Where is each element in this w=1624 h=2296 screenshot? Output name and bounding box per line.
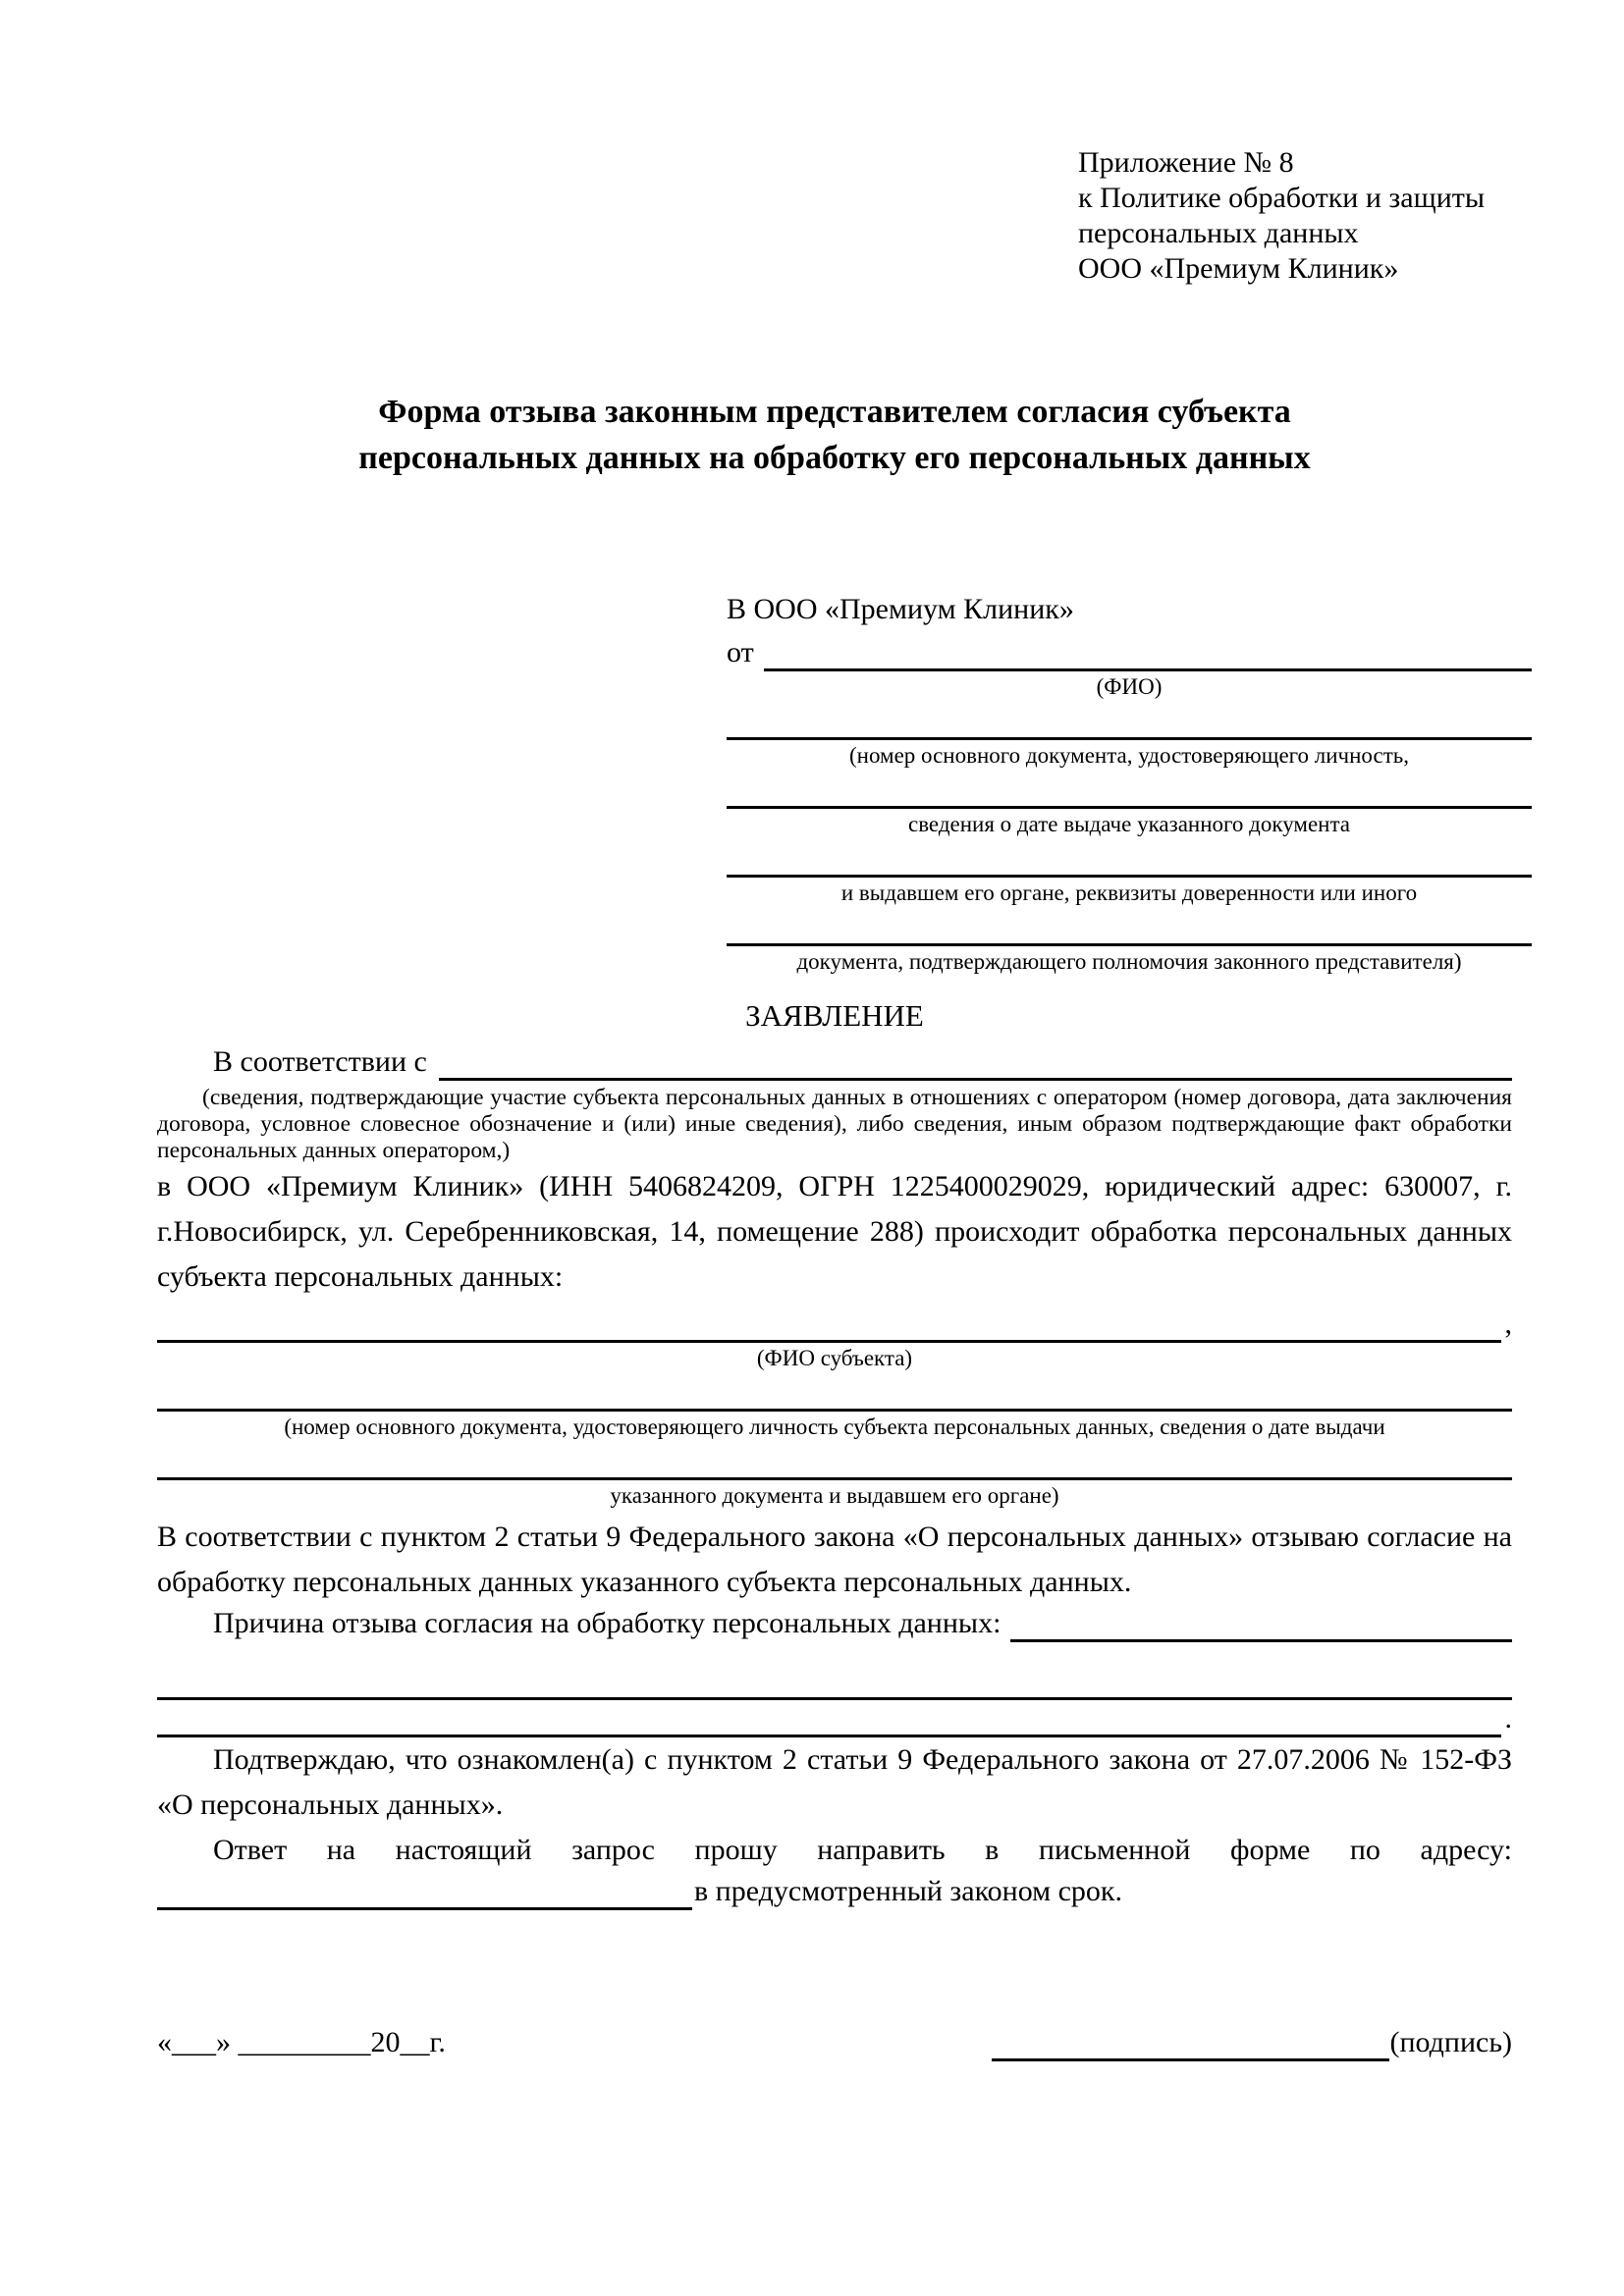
caption-doc-2: сведения о дате выдаче указанного документа bbox=[907, 812, 1351, 836]
appendix-header-line: к Политике обработки и защиты bbox=[1078, 182, 1486, 214]
caption-subject-doc-2: указанного документа и выдавшем его органе) bbox=[610, 1483, 1059, 1508]
subject-fio-row bbox=[157, 1306, 1512, 1343]
document-title-line: персональных данных на обработку его персональных данных bbox=[358, 440, 1311, 476]
subject-doc-field-line-1[interactable] bbox=[157, 1371, 1512, 1412]
representative-fio-field-line[interactable] bbox=[764, 635, 1532, 671]
appendix-header bbox=[1078, 145, 1512, 287]
document-title-line: Форма отзыва законным представителем согласия субъекта bbox=[378, 394, 1291, 430]
reason-label: Причина отзыва согласия на обработку персональных данных: bbox=[213, 1607, 1001, 1639]
signature-field-line[interactable] bbox=[992, 2025, 1389, 2061]
subject-fio-field-line[interactable] bbox=[157, 1307, 1501, 1343]
subject-fio-comma: , bbox=[1504, 1308, 1512, 1340]
date-blank[interactable]: «___» _________20__г. bbox=[157, 2026, 446, 2058]
appendix-header-line: Приложение № 8 bbox=[1078, 146, 1294, 179]
reason-line-3-row bbox=[157, 1700, 1512, 1737]
representative-doc-field-line-4[interactable] bbox=[727, 906, 1532, 946]
representative-doc-field-line-2[interactable] bbox=[727, 769, 1532, 809]
signature-row bbox=[157, 2024, 1512, 2061]
accordance-field-line[interactable] bbox=[439, 1044, 1512, 1081]
reason-field-line-2[interactable] bbox=[157, 1668, 1512, 1700]
signature-area bbox=[992, 2024, 1512, 2061]
caption-doc-1: (номер основного документа, удостоверяющего личность, bbox=[848, 743, 1409, 768]
appendix-header-line: ООО «Премиум Клиник» bbox=[1078, 252, 1399, 285]
document-title bbox=[157, 389, 1512, 481]
response-paragraph: Ответ на настоящий запрос прошу направить в письменной форме по адресу: bbox=[213, 1834, 1512, 1866]
accordance-caption: (сведения, подтверждающие участие субъекта персональных данных в отношениях с оператором (номер договора, дата заключения договора, условное словесное обозначение и (или) иные сведения), либо сведения, иным образом подтверждающие факт обработки персональных данных оператором,) bbox=[157, 1085, 1512, 1163]
reason-row bbox=[157, 1605, 1512, 1642]
signature-caption: (подпись) bbox=[1389, 2026, 1512, 2058]
addressee-block bbox=[727, 591, 1532, 975]
representative-doc-field-line-3[interactable] bbox=[727, 837, 1532, 878]
accordance-row bbox=[157, 1043, 1512, 1081]
caption-subject-doc-1: (номер основного документа, удостоверяющего личность субъекта персональных данных, сведения о дате выдачи bbox=[284, 1415, 1385, 1439]
accordance-label: В соответствии с bbox=[213, 1045, 427, 1078]
response-address-row bbox=[157, 1873, 1512, 1910]
from-label: от bbox=[727, 636, 754, 668]
addressee-to: В ООО «Премиум Клиник» bbox=[727, 593, 1074, 625]
caption-doc-3: и выдавшем его органе, реквизиты доверенности или иного bbox=[840, 881, 1418, 905]
from-row bbox=[727, 634, 1532, 671]
statement-heading: ЗАЯВЛЕНИЕ bbox=[745, 998, 924, 1033]
reason-field-line-3[interactable] bbox=[157, 1705, 1501, 1737]
reason-line-period: . bbox=[1504, 1702, 1512, 1735]
caption-subject-fio: (ФИО субъекта) bbox=[756, 1346, 913, 1370]
withdrawal-paragraph: В соответствии с пунктом 2 статьи 9 Федерального закона «О персональных данных» отзываю согласие на обработку персональных данных указанного субъекта персональных данных. bbox=[157, 1521, 1512, 1598]
representative-doc-field-line-1[interactable] bbox=[727, 700, 1532, 740]
caption-doc-4: документа, подтверждающего полномочия законного представителя) bbox=[796, 949, 1462, 974]
subject-doc-field-line-2[interactable] bbox=[157, 1440, 1512, 1480]
confirmation-paragraph: Подтверждаю, что ознакомлен(а) с пунктом 2 статьи 9 Федерального закона от 27.07.2006 № 152-ФЗ «О персональных данных». bbox=[157, 1743, 1512, 1821]
reason-field-line-1[interactable] bbox=[1010, 1606, 1512, 1642]
appendix-header-line: персональных данных bbox=[1078, 217, 1359, 249]
caption-fio: (ФИО) bbox=[1096, 674, 1163, 699]
response-address-field-line[interactable] bbox=[157, 1874, 692, 1910]
response-tail: в предусмотренный законом срок. bbox=[694, 1875, 1122, 1907]
operator-paragraph: в ООО «Премиум Клиник» (ИНН 5406824209, ОГРН 1225400029029, юридический адрес: 630007, г. г.Новосибирск, ул. Серебренниковская, 14, помещение 288) происходит обработка персональных данных субъекта персональных данных: bbox=[157, 1170, 1512, 1293]
